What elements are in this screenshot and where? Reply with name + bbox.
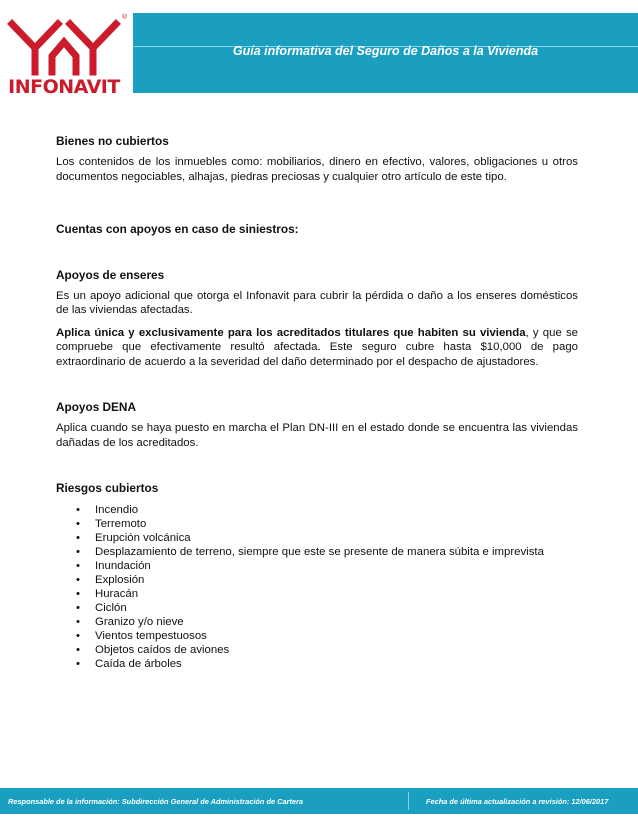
list-item: • Ciclón xyxy=(76,601,127,614)
bullet-icon: • xyxy=(76,587,80,600)
list-item: • Granizo y/o nieve xyxy=(76,615,184,628)
footer-responsible: Responsable de la información: Subdirección General de Administración de Cartera xyxy=(8,797,304,806)
bullet-icon: • xyxy=(76,601,80,614)
section-heading-dena: Apoyos DENA xyxy=(56,400,136,415)
section-heading-cuentas: Cuentas con apoyos en caso de siniestros: xyxy=(56,222,299,237)
bullet-icon: • xyxy=(76,559,80,572)
page-title: Guía informativa del Seguro de Daños a la Vivienda xyxy=(232,44,539,58)
list-item: • Erupción volcánica xyxy=(76,531,191,544)
list-item: • Incendio xyxy=(76,503,139,516)
section-heading-bienes: Bienes no cubiertos xyxy=(56,134,169,148)
list-item: • Caída de árboles xyxy=(76,657,182,670)
enseres-condition-rest: , y que se compruebe que efectivamente resultó afectada. Este seguro cubre hasta $10,000 de pago extraordinario de acuerdo a la severidad del daño determinado por el despacho de ajustadores. xyxy=(56,326,578,368)
bullet-icon: • xyxy=(76,657,80,670)
infonavit-logo-mark xyxy=(6,14,122,76)
bullet-icon: • xyxy=(76,545,80,558)
bullet-icon: • xyxy=(76,629,80,642)
section-heading-riesgos: Riesgos cubiertos xyxy=(56,481,159,496)
list-item: • Terremoto xyxy=(76,517,147,530)
section-heading-enseres: Apoyos de enseres xyxy=(56,267,165,282)
list-item: • Huracán xyxy=(76,587,139,600)
section-text-dena: Aplica cuando se haya puesto en marcha el Plan DN-III en el estado donde se encuentra las viviendas dañadas de los acreditados. xyxy=(56,422,578,449)
section-text-enseres: Es un apoyo adicional que otorga el Infonavit para cubrir la pérdida o daño a los enseres domésticos de las viviendas afectadas. xyxy=(56,290,578,317)
bullet-icon: • xyxy=(76,643,80,656)
bullet-icon: • xyxy=(76,503,80,516)
bullet-icon: • xyxy=(76,517,80,530)
risks-list xyxy=(76,503,578,671)
document-body xyxy=(56,134,578,671)
infonavit-logo xyxy=(6,14,128,98)
footer-divider xyxy=(408,792,409,810)
section-text-enseres-conditions xyxy=(56,326,578,369)
bullet-icon: • xyxy=(76,573,80,586)
footer-bar xyxy=(0,788,638,814)
logo-wordmark: INFONAVIT xyxy=(8,76,120,98)
enseres-condition-emphasis: Aplica única y exclusivamente para los acreditados titulares que habiten su vivienda xyxy=(56,326,526,339)
list-item: • Vientos tempestuosos xyxy=(76,629,207,642)
footer-updated-date: Fecha de última actualización a revisión: 12/06/2017 xyxy=(426,797,609,806)
bullet-icon: • xyxy=(76,531,80,544)
section-text-bienes: Los contenidos de los inmuebles como: mobiliarios, dinero en efectivo, valores, obligaciones u otros documentos negociables, alhajas, piedras preciosas y cualquier otro artículo de este tipo. xyxy=(56,156,578,183)
list-item: • Explosión xyxy=(76,573,145,586)
registered-mark: ® xyxy=(122,14,128,21)
list-item: • Desplazamiento de terreno, siempre que este se presente de manera súbita e imprevista xyxy=(76,545,544,558)
list-item: • Objetos caídos de aviones xyxy=(76,643,230,656)
bullet-icon: • xyxy=(76,615,80,628)
list-item: • Inundación xyxy=(76,559,151,572)
